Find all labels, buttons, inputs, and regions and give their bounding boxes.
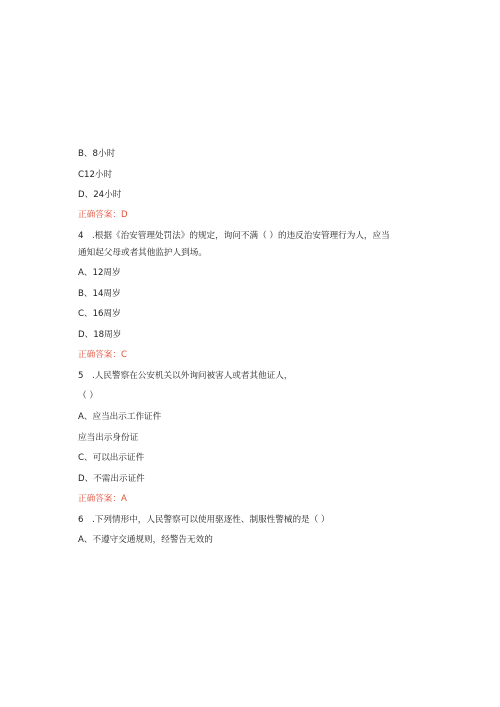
option-b-14-years: B、14周岁 [78, 289, 121, 299]
question-6: 6 .下列情形中，人民警察可以使用驱逐性、制服性警械的是（ ） [78, 515, 330, 525]
option-a-12-years: A、12周岁 [78, 268, 121, 278]
question-4-line-1: 4 .根据《治安管理处罚法》的规定，询问不满（ ）的违反治安管理行为人，应当 [78, 231, 390, 241]
question-5-line-1: 5 .人民警察在公安机关以外询问被害人或者其他证人， [78, 371, 293, 381]
option-b-show-id: 应当出示身份证 [78, 433, 139, 443]
option-d-24-hours: D、24小时 [78, 190, 122, 200]
option-a-traffic-violation: A、不遵守交通规则，经警告无效的 [78, 535, 213, 545]
question-4-line-2: 通知起父母或者其他监护人到场。 [78, 248, 207, 258]
answer-q4: 正确答案：C [78, 350, 127, 360]
option-a-show-work-id: A、应当出示工作证件 [78, 412, 162, 422]
question-5-line-2: （ ） [78, 391, 98, 401]
option-c-may-show-id: C、可以出示证件 [78, 453, 145, 463]
option-d-no-id-needed: D、不需出示证件 [78, 474, 145, 484]
answer-q3: 正确答案：D [78, 210, 128, 220]
option-b-8-hours: B、8小时 [78, 149, 116, 159]
option-c-12-hours: C12小时 [78, 170, 113, 180]
answer-q5: 正确答案：A [78, 494, 127, 504]
option-d-18-years: D、18周岁 [78, 330, 122, 340]
option-c-16-years: C、16周岁 [78, 309, 121, 319]
